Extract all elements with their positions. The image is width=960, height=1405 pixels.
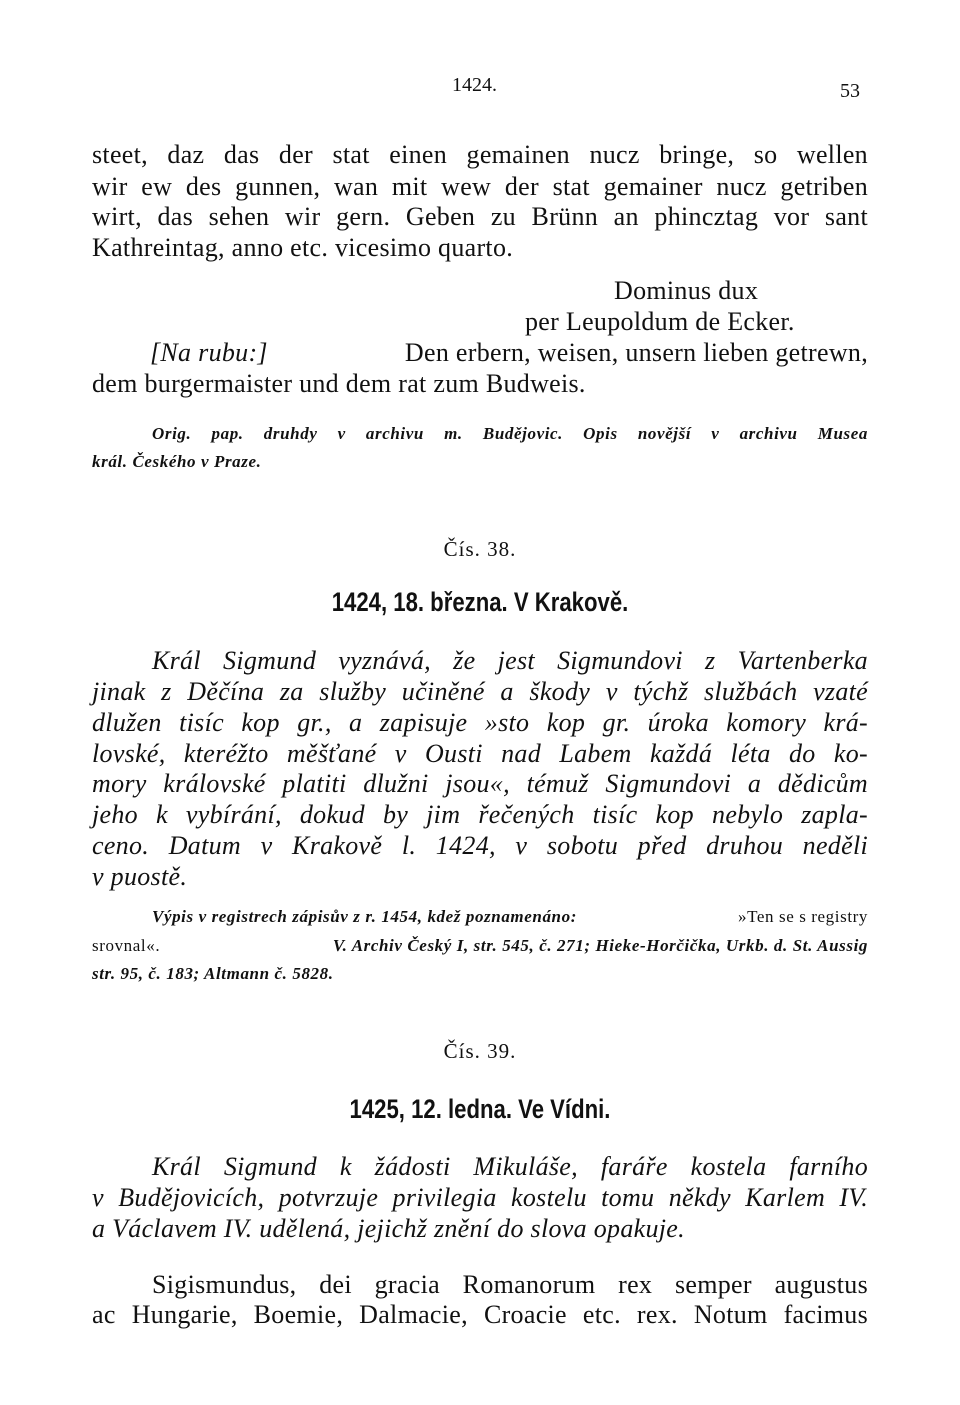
address-prefix: [Na rubu:] <box>150 338 268 367</box>
document-number: Čís. 38. <box>443 537 517 561</box>
regest-line: a Václavem IV. udělená, jejichž znění do slova opakuje. <box>92 1214 685 1243</box>
source-note-upright: »Ten se s registry <box>738 907 868 926</box>
signature-line: per Leupoldum de Ecker. <box>525 307 795 336</box>
signature-line: Dominus dux <box>614 276 759 305</box>
source-note-line <box>92 936 868 956</box>
source-note-italic: Výpis v registrech zápisův z r. 1454, kdež poznamenáno: <box>152 907 577 926</box>
page-number: 53 <box>840 80 860 102</box>
regest-line: lovské, kteréžto měšťané v Ousti nad Labem každá léta do ko- <box>92 739 868 768</box>
body-text-line: wir ew des gunnen, wan mit wew der stat gemainer nucz getriben <box>92 172 868 201</box>
body-text-line: wirt, das sehen wir gern. Geben zu Brünn an phincztag vor sant <box>92 202 868 231</box>
source-note-line: Orig. pap. druhdy v archivu m. Budějovic. Opis novější v archivu Musea <box>152 424 868 443</box>
address-line <box>150 338 868 368</box>
regest-line: dlužen tisíc kop gr., a zapisuje »sto kop gr. úroka komory krá- <box>92 708 868 737</box>
source-note-upright: srovnal«. <box>92 936 161 955</box>
regest-line: v Budějovicích, potvrzuje privilegia kostelu tomu někdy Karlem IV. <box>92 1183 868 1212</box>
body-text-line: Sigismundus, dei gracia Romanorum rex semper augustus <box>152 1270 868 1299</box>
source-note-line <box>152 907 868 927</box>
address-text: Den erbern, weisen, unsern lieben getrewn, <box>404 338 868 367</box>
document-date-place: 1425, 12. ledna. Ve Vídni. <box>349 1094 611 1124</box>
source-note-line: král. Českého v Praze. <box>92 452 262 471</box>
regest-line: Král Sigmund vyznává, že jest Sigmundovi z Vartenberka <box>152 646 868 675</box>
regest-line: jeho k vybírání, dokud by jim řečených tisíc kop nebylo zapla- <box>92 800 868 829</box>
regest-line: mory královské platiti dlužni jsou«, témuž Sigmundovi a dědicům <box>92 769 868 798</box>
address-line: dem burgermaister und dem rat zum Budweis. <box>92 369 586 398</box>
body-text-line: steet, daz das der stat einen gemainen nucz bringe, so wellen <box>92 140 868 169</box>
body-text-line: Kathreintag, anno etc. vicesimo quarto. <box>92 233 514 262</box>
document-number: Čís. 39. <box>443 1039 517 1063</box>
source-note-line: str. 95, č. 183; Altmann č. 5828. <box>92 964 334 983</box>
document-date-place: 1424, 18. března. V Krakově. <box>331 587 629 617</box>
source-note-italic: V. Archiv Český I, str. 545, č. 271; Hieke-Horčička, Urkb. d. St. Aussig <box>332 936 868 955</box>
regest-line: v puostě. <box>92 862 188 891</box>
regest-line: ceno. Datum v Krakově l. 1424, v sobotu před druhou neděli <box>92 831 868 860</box>
regest-line: Král Sigmund k žádosti Mikuláše, faráře kostela farního <box>152 1152 868 1181</box>
body-text-line: ac Hungarie, Boemie, Dalmacie, Croacie etc. rex. Notum facimus <box>92 1300 868 1329</box>
running-title: 1424. <box>452 74 497 96</box>
regest-line: jinak z Děčína za služby učiněné a škody v týchž službách vzaté <box>92 677 868 706</box>
